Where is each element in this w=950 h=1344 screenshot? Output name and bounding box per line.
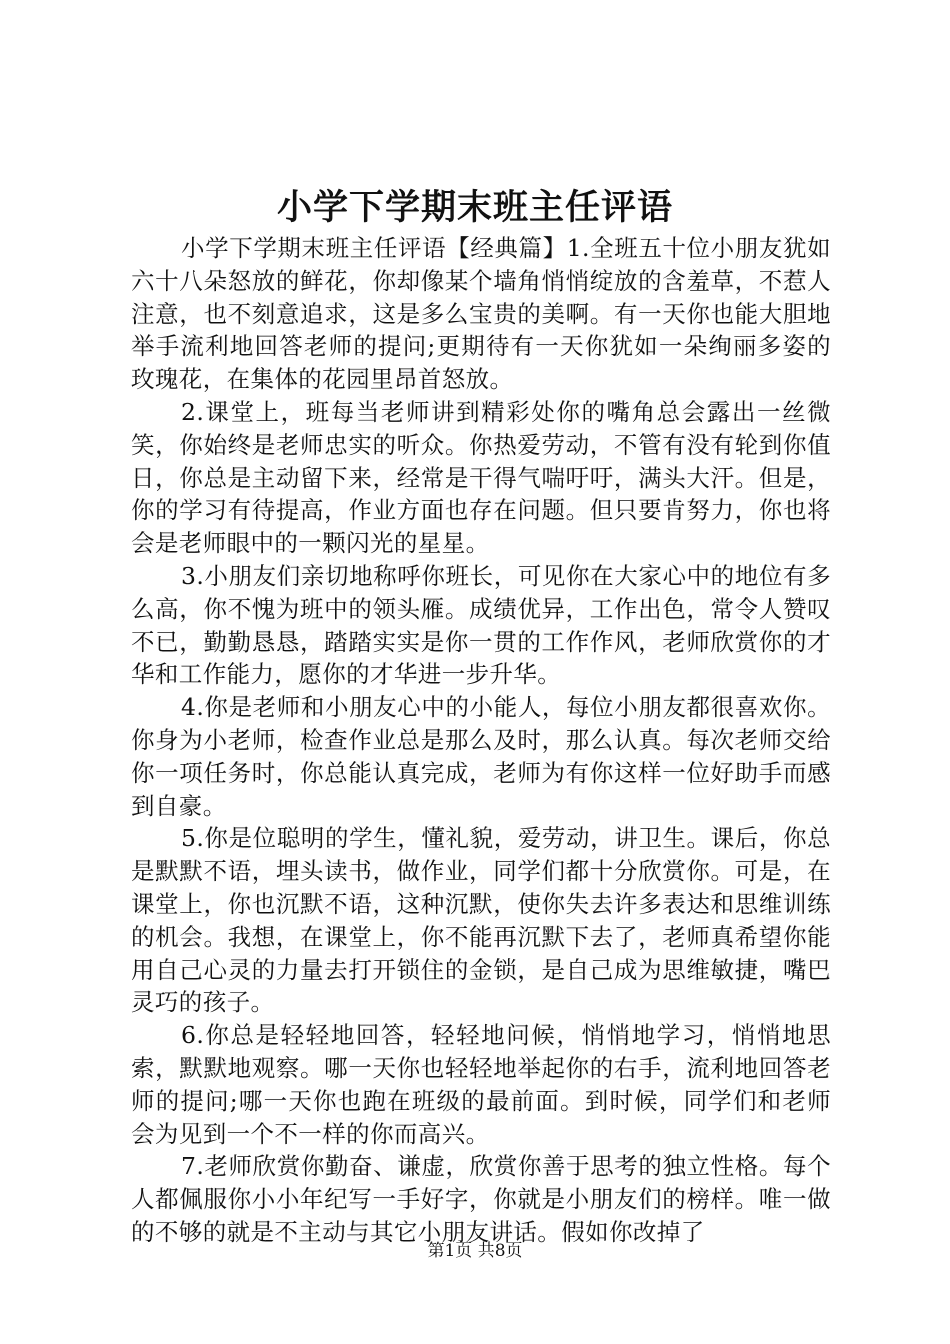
page-number-footer: 第1页 共8页: [427, 1241, 523, 1261]
paragraph: 小学下学期末班主任评语【经典篇】1.全班五十位小朋友犹如六十八朵怒放的鲜花，你却像某个墙角悄悄绽放的含羞草，不惹人注意，也不刻意追求，这是多么宝贵的美啊。有一天你也能大胆地举手流利地回答老师的提问;更期待有一天你犹如一朵绚丽多姿的玫瑰花，在集体的花园里昂首怒放。: [131, 234, 831, 394]
document-title: 小学下学期末班主任评语: [276, 187, 673, 228]
paragraph: 7.老师欣赏你勤奋、谦虚，欣赏你善于思考的独立性格。每个人都佩服你小小年纪写一手好字，你就是小朋友们的榜样。唯一做的不够的就是不主动与其它小朋友讲话。假如你改掉了: [131, 1152, 831, 1246]
paragraph: 6.你总是轻轻地回答，轻轻地问候，悄悄地学习，悄悄地思索，默默地观察。哪一天你也轻轻地举起你的右手，流利地回答老师的提问;哪一天你也跑在班级的最前面。到时候，同学们和老师会为见到一个不一样的你而高兴。: [131, 1021, 831, 1148]
paragraph: 3.小朋友们亲切地称呼你班长，可见你在大家心中的地位有多么高，你不愧为班中的领头雁。成绩优异，工作出色，常令人赞叹不已，勤勤恳恳，踏踏实实是你一贯的工作作风，老师欣赏你的才华和工作能力，愿你的才华进一步升华。: [131, 561, 831, 689]
paragraph: 2.课堂上，班每当老师讲到精彩处你的嘴角总会露出一丝微笑，你始终是老师忠实的听众。你热爱劳动，不管有没有轮到你值日，你总是主动留下来，经常是干得气喘吁吁，满头大汗。但是，你的学习有待提高，作业方面也存在问题。但只要肯努力，你也将会是老师眼中的一颗闪光的星星。: [131, 397, 831, 558]
paragraph: 5.你是位聪明的学生，懂礼貌，爱劳动，讲卫生。课后，你总是默默不语，埋头读书，做作业，同学们都十分欣赏你。可是，在课堂上，你也沉默不语，这种沉默，使你失去许多表达和思维训练的机会。我想，在课堂上，你不能再沉默下去了，老师真希望你能用自己心灵的力量去打开锁住的金锁，是自己成为思维敏捷，嘴巴灵巧的孩子。: [131, 824, 831, 1017]
paragraph: 4.你是老师和小朋友心中的小能人，每位小朋友都很喜欢你。你身为小老师，检查作业总是那么及时，那么认真。每次老师交给你一项任务时，你总能认真完成，老师为有你这样一位好助手而感到自豪。: [131, 693, 831, 820]
document-body: [131, 232, 831, 1249]
